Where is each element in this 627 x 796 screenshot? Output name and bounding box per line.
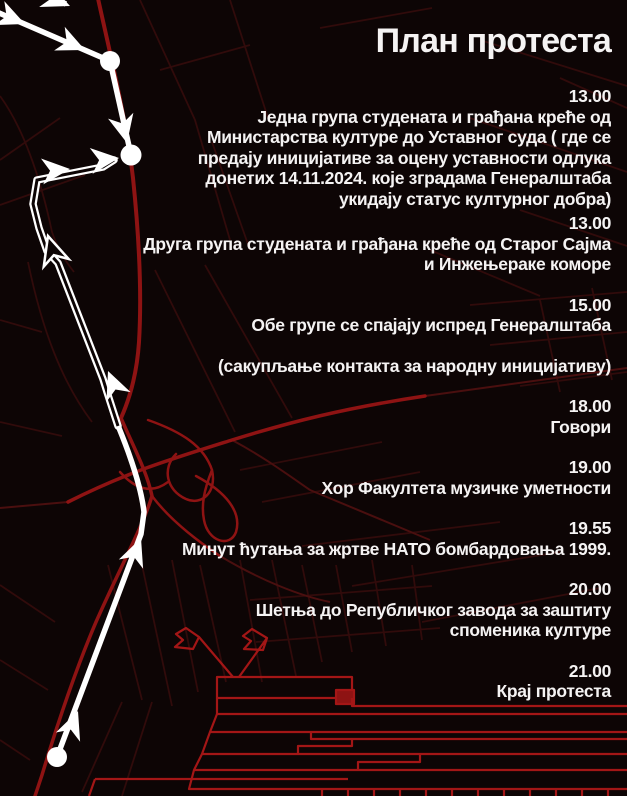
secondary-road-lines [0, 368, 627, 602]
route-arrow-icon [54, 27, 90, 62]
schedule-description: Друга група студената и грађана креће од Старог Сајма и Инжењераке коморе [143, 233, 611, 274]
street-lines [240, 8, 627, 622]
route-group-one [0, 0, 142, 165]
flag-icon [175, 628, 233, 677]
schedule-description: Једна група студената и грађана креће од Министарства културе до Уставног суда ( где се предају иницијативе за оцену уставности одлука донетих 14.11.2024. које зградама Генералштаба укидају статус културног добра) [197, 106, 611, 209]
street-lines [0, 0, 292, 436]
secondary-roads [0, 368, 627, 602]
schedule-time: 20.00 [568, 579, 611, 599]
route-arrow-icon [39, 0, 75, 18]
schedule-time: 18.00 [568, 396, 611, 416]
meeting-point-circle [121, 145, 142, 166]
schedule-time: 19.55 [568, 518, 611, 538]
route-start-circle [47, 747, 67, 767]
schedule-description: Говори [550, 416, 611, 437]
schedule-time: 21.00 [568, 660, 611, 681]
generalstab-building-outline [89, 628, 627, 796]
schedule-description: Обе групе се спајају испред Генералштаба [251, 315, 611, 335]
schedule-description: Шетња до Републичког завода за заштиту споменика културе [255, 599, 611, 640]
building-terraces [89, 698, 627, 796]
schedule-description: (сакупљање контакта за народну иницијативу) [217, 355, 611, 376]
route-arrow-icon [41, 156, 71, 184]
route-line-outlined-core [33, 160, 118, 426]
route-arrow-icon [0, 1, 30, 36]
page-title: План протеста [375, 22, 611, 60]
schedule-time: 15.00 [568, 294, 611, 315]
building-top-block [217, 677, 352, 698]
schedule-description: Хор Факултета музичке уметности [321, 477, 611, 498]
schedule-description: Минут ћутања за жртве НАТО бомбардовања 1999. [181, 538, 611, 559]
route-node-circle [100, 51, 120, 71]
schedule-description: Крај протеста [496, 681, 611, 701]
schedule-time: 13.00 [568, 86, 611, 106]
schedule-time: 19.00 [568, 457, 611, 477]
schedule-time: 13.00 [568, 213, 611, 233]
